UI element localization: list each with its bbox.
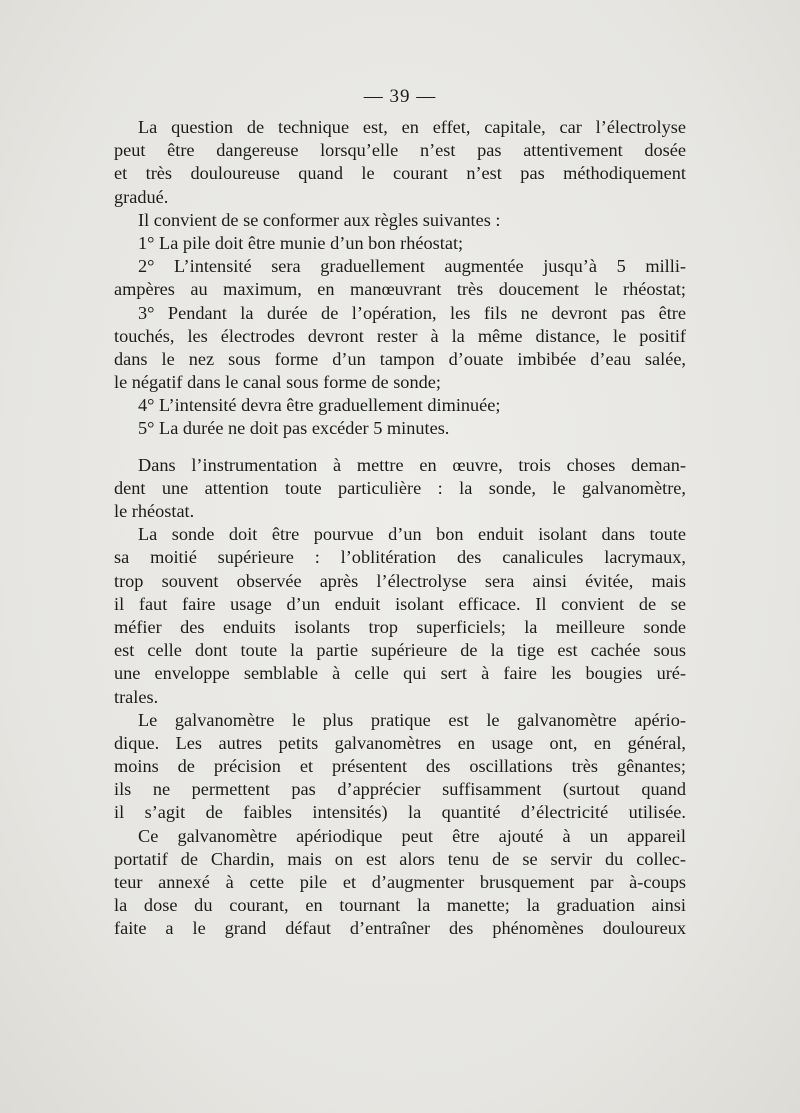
text-line: la dose du courant, en tournant la manette; la graduation ainsi [114,895,686,916]
text-line: 4° L’intensité devra être graduellement diminuée; [138,395,501,416]
text-line: ils ne permettent pas d’apprécier suffisamment (surtout quand [114,779,686,800]
body-text [114,116,686,941]
text-line: ampères au maximum, en manœuvrant très doucement le rhéostat; [114,279,686,300]
text-line: teur annexé à cette pile et d’augmenter brusquement par à-coups [114,872,686,892]
text-line: Ce galvanomètre apériodique peut être ajouté à un appareil [138,825,686,846]
text-line: sa moitié supérieure : l’oblitération des canalicules lacrymaux, [114,547,686,568]
text-line: gradué. [114,186,169,207]
text-line: La sonde doit être pourvue d’un bon enduit isolant dans toute [138,524,686,545]
text-line: trales. [114,686,159,707]
text-line: dent une attention toute particulière : la sonde, le galvanomètre, [114,477,686,498]
text-line: La question de technique est, en effet, capitale, car l’électrolyse [138,117,686,137]
text-line: il s’agit de faibles intensités) la quantité d’électricité utilisée. [114,802,686,823]
text-line: 1° La pile doit être munie d’un bon rhéostat; [138,232,464,253]
paragraph-gap [114,441,686,454]
text-line: Le galvanomètre le plus pratique est le galvanomètre apério- [138,709,686,730]
text-line: 2° L’intensité sera graduellement augmentée jusqu’à 5 milli- [138,256,686,277]
text-line: 3° Pendant la durée de l’opération, les fils ne devront pas être [138,302,686,323]
text-line: Dans l’instrumentation à mettre en œuvre, trois choses deman- [138,454,686,475]
page-number: — 39 — [363,86,437,107]
text-line: trop souvent observée après l’électrolyse sera ainsi évitée, mais [114,570,686,591]
text-line: peut être dangereuse lorsqu’elle n’est pas attentivement dosée [114,140,686,161]
text-line: dique. Les autres petits galvanomètres en usage ont, en général, [114,732,686,753]
text-line: une enveloppe semblable à celle qui sert à faire les bougies uré- [114,663,686,684]
text-line: Il convient de se conformer aux règles suivantes : [138,209,501,230]
text-line: il faut faire usage d’un enduit isolant efficace. Il convient de se [114,593,686,614]
text-line: dans le nez sous forme d’un tampon d’ouate imbibée d’eau salée, [114,348,686,369]
text-line: faite a le grand défaut d’entraîner des phénomènes douloureux [114,918,686,939]
text-line: méfier des enduits isolants trop superficiels; la meilleure sonde [114,616,686,637]
text-line: 5° La durée ne doit pas excéder 5 minutes. [138,418,450,439]
text-line: moins de précision et présentent des oscillations très gênantes; [114,756,686,777]
text-line: le rhéostat. [114,501,195,521]
text-line: portatif de Chardin, mais on est alors tenu de se servir du collec- [114,848,686,869]
text-line: le négatif dans le canal sous forme de sonde; [114,372,441,393]
text-line: et très douloureuse quand le courant n’est pas méthodiquement [114,163,686,184]
text-line: est celle dont toute la partie supérieure de la tige est cachée sous [114,640,686,661]
text-line: touchés, les électrodes devront rester à la même distance, le positif [114,325,686,346]
